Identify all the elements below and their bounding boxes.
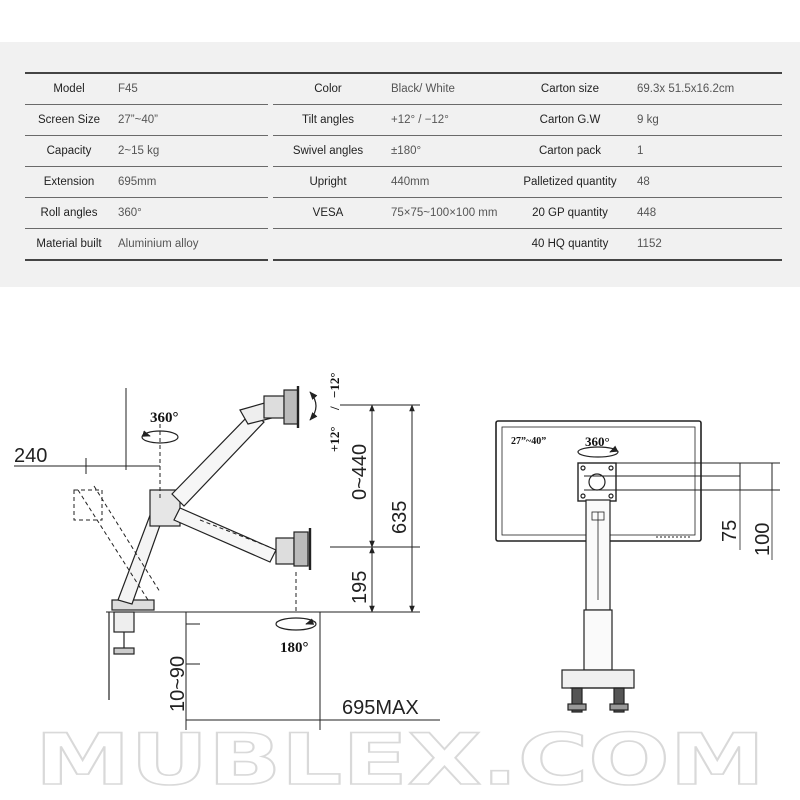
spec-label: Color [314,83,342,95]
spec-label: Palletized quantity [523,176,617,188]
watermark: MUBLEX.COM [35,719,765,800]
tilt-plus-label: +12° [327,426,342,452]
dim-0-440-label: 0~440 [349,443,371,500]
spec-value: 360° [118,207,142,219]
spec-label: Carton G.W [539,114,601,126]
dim-695max-label: 695MAX [342,697,419,719]
spec-label: Capacity [46,145,92,157]
spec-label: 40 HQ quantity [531,238,609,250]
dim-10-90-label: 10~90 [167,655,189,712]
spec-label: Screen Size [37,114,100,126]
spec-label: Upright [309,176,347,188]
spec-value: +12° / −12° [391,114,449,126]
spec-value: Black/ White [391,83,455,95]
tilt-minus-label: −12° [327,372,342,398]
spec-label: Tilt angles [302,114,354,126]
roll-angle-label: 360° [150,410,179,426]
spec-label: Carton size [540,83,600,95]
spec-value: 27”~40” [118,114,158,126]
swivel-angle-label: 180° [280,640,309,656]
spec-value: 448 [637,207,657,219]
spec-value: 9 kg [637,114,659,126]
spec-label: Model [53,83,85,95]
spec-value: 440mm [391,176,430,188]
front-screen-size-label: 27”~40” [511,436,547,447]
spec-label: Swivel angles [292,145,364,157]
spec-label: Extension [43,176,95,188]
spec-value: Aluminium alloy [118,238,199,250]
spec-label: Roll angles [40,207,98,219]
spec-value: F45 [118,83,138,95]
dim-100-label: 100 [752,522,774,556]
spec-value: 2~15 kg [118,145,160,157]
spec-value: 1 [637,145,644,157]
dim-635-label: 635 [389,500,411,534]
side-view-drawing [14,386,440,730]
front-roll-angle-label: 360° [585,434,610,449]
tilt-sep-label: / [327,406,342,410]
dim-75-label: 75 [719,519,741,542]
spec-value: 75×75~100×100 mm [391,207,498,219]
dim-240-label: 240 [14,445,48,467]
spec-value: ±180° [391,145,422,157]
spec-value: 1152 [637,238,662,250]
front-view-drawing [496,421,780,712]
dim-195-label: 195 [349,570,371,604]
spec-label: Material built [36,238,102,250]
spec-label: Carton pack [538,145,601,157]
spec-value: 69.3x 51.5x16.2cm [637,83,735,95]
spec-value: 695mm [118,176,157,188]
spec-label: VESA [312,207,344,219]
spec-label: 20 GP quantity [532,207,608,219]
spec-value: 48 [637,176,650,188]
